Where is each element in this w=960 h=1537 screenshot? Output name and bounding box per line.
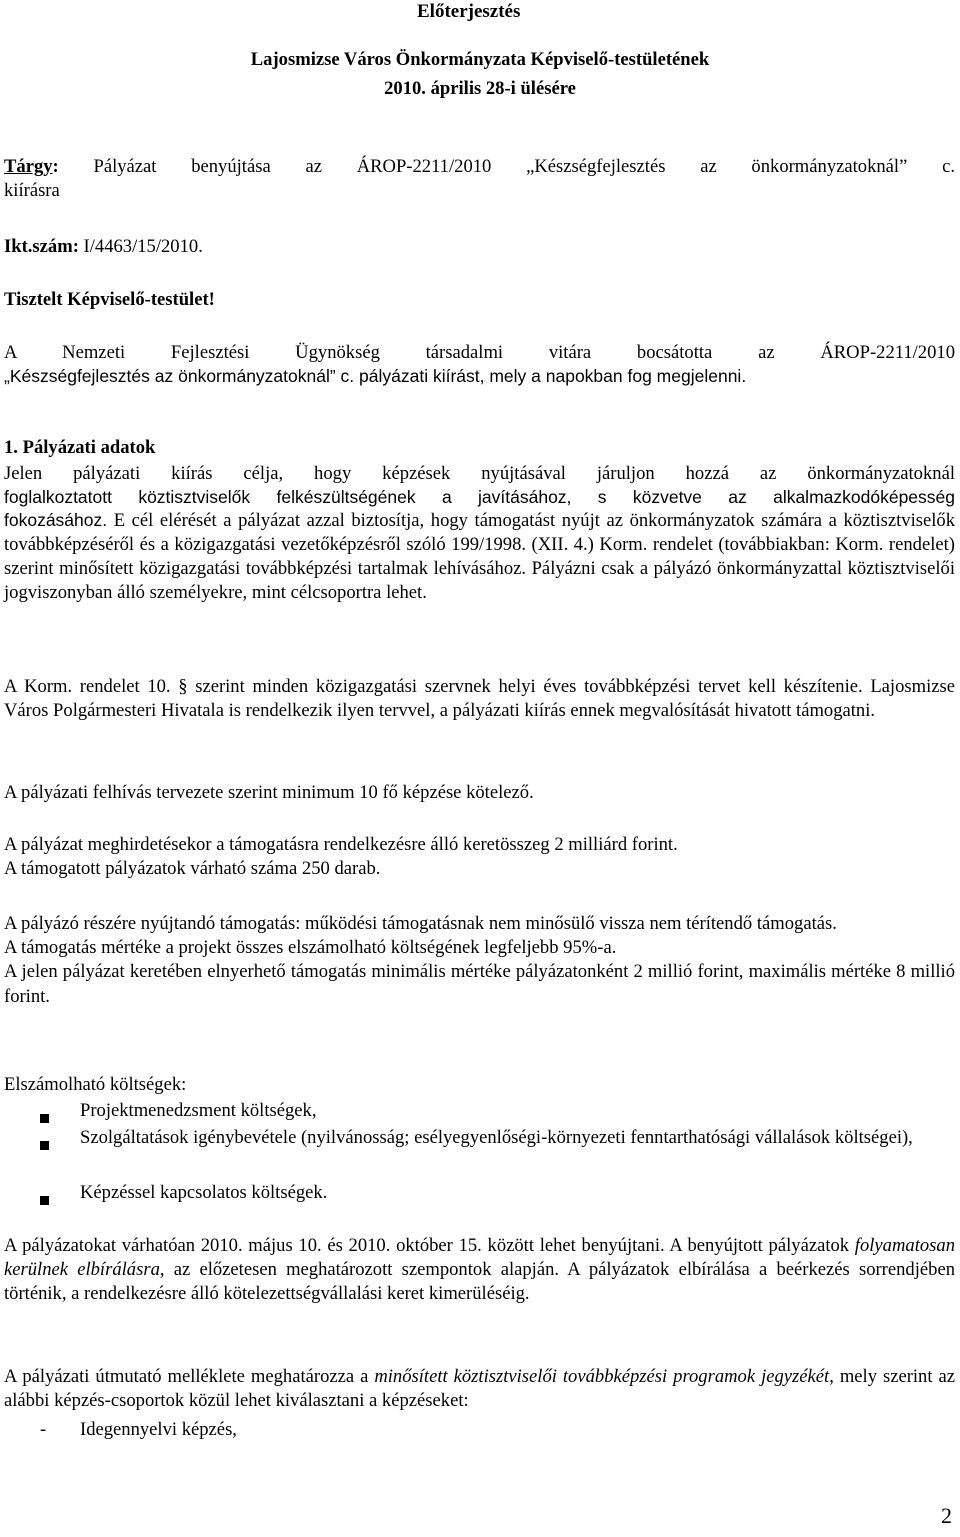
ikt-value: I/4463/15/2010. [78, 236, 203, 257]
section-paragraph-1 [4, 462, 955, 606]
intro-paragraph [4, 341, 955, 388]
section-paragraph-2: A Korm. rendelet 10. § szerint minden közigazgatási szervnek helyi éves továbbképzési tervet kell készítenie. Lajosmizse Város Polgármesteri Hivatala is rendelkezik ilyen tervvel, a pályázati kiírás ennek megvalósítását hivatott támogatni. [4, 676, 955, 722]
p6-italic: folyamatosan kerülnek elbírálásra [4, 1235, 955, 1281]
header-line-1: Lajosmizse Város Önkormányzata Képviselő-testületének [250, 49, 710, 70]
greeting: Tisztelt Képviselő-testület! [4, 289, 215, 310]
subject-colon: : [52, 156, 59, 177]
section-paragraph-7 [4, 1365, 955, 1413]
subject-text-1: Pályázat benyújtása az ÁROP-2211/2010 „Készségfejlesztés az önkormányzatoknál” c. [58, 156, 955, 177]
document-title: Előterjesztés [417, 1, 521, 22]
subject-block [4, 155, 955, 203]
square-bullet-icon [40, 1133, 49, 1157]
dash-item-text: Idegennyelvi képzés, [80, 1419, 237, 1440]
section-paragraph-6 [4, 1234, 955, 1307]
p5-line-3: A jelen pályázat keretében elnyerhető támogatás minimális mértéke pályázatonként 2 millió forint, maximális mértéke 8 millió forint. [4, 961, 955, 1007]
p1-line-2: foglalkoztatott köztisztviselők felkészültségének a javításához, s közvetve az alkalmazkodóképesség [4, 487, 955, 508]
p5-line-1: A pályázó részére nyújtandó támogatás: működési támogatásnak nem minősülő vissza nem térítendő támogatás. [4, 913, 837, 934]
dash-marker: - [40, 1419, 47, 1440]
page-number: 2 [941, 1503, 952, 1528]
cost-item-text: Szolgáltatások igénybevétele (nyilvánosság; esélyegyenlőségi-környezeti fenntarthatósági vállalások költségei), [80, 1127, 913, 1148]
intro-line-1: A Nemzeti Fejlesztési Ügynökség társadalmi vitára bocsátotta az ÁROP-2211/2010 [4, 342, 955, 363]
p5-line-2: A támogatás mértéke a projekt összes elszámolható költségének legfeljebb 95%-a. [4, 937, 617, 959]
subject-line-1 [4, 155, 955, 179]
section-paragraph-5 [4, 912, 955, 1009]
subject-line-2: kiírásra [4, 180, 60, 202]
costs-label: Elszámolható költségek: [4, 1074, 187, 1095]
p7-pre: A pályázati útmutató melléklete meghatározza a [4, 1366, 375, 1387]
p1-line-1: Jelen pályázati kiírás célja, hogy képzések nyújtásával járuljon hozzá az önkormányzatoknál [4, 463, 955, 484]
p1-line-3: fokozásához. [4, 509, 108, 530]
square-bullet-icon [40, 1106, 49, 1130]
p4-line-1: A pályázat meghirdetésekor a támogatásra rendelkezésre álló keretösszeg 2 milliárd forint. [4, 834, 678, 855]
section-paragraph-4 [4, 833, 955, 881]
square-bullet-icon [40, 1188, 49, 1212]
cost-item-text: Projektmenedzsment költségek, [80, 1100, 317, 1121]
p6-post: , az előzetesen meghatározott szempontok alapján. A pályázatok elbírálása a beérkezés sorrendjében történik, a rendelkezésre álló kötelezettségvállalási keret kimerüléséig. [4, 1259, 955, 1305]
header-line-2: 2010. április 28-i ülésére [384, 78, 576, 99]
section-heading: 1. Pályázati adatok [4, 437, 156, 458]
section-paragraph-3: A pályázati felhívás tervezete szerint minimum 10 fő képzése kötelező. [4, 782, 534, 803]
intro-line-2: „Készségfejlesztés az önkormányzatoknál” c. pályázati kiírást, mely a napokban fog megjelenni. [4, 366, 747, 387]
p6-pre: A pályázatokat várhatóan 2010. május 10. és 2010. október 15. között lehet benyújtani. A benyújtott pályázatok [4, 1235, 855, 1256]
cost-item-text: Képzéssel kapcsolatos költségek. [80, 1182, 328, 1203]
ikt-block [4, 235, 955, 259]
p7-italic: minősített köztisztviselői továbbképzési programok jegyzékét [374, 1366, 830, 1387]
p7-post: , mely szerint az alábbi képzés-csoportok közül lehet kiválasztani a képzéseket: [4, 1366, 955, 1412]
subject-label: Tárgy [4, 156, 53, 177]
p1-rest: E cél elérését a pályázat azzal biztosítja, hogy támogatást nyújt az önkormányzatok számára a köztisztviselők továbbképzéséről és a közigazgatási vezetőképzésről szóló 199/1998. (XII. 4.) Korm. rendelet (továbbiakban: Korm. rendelet) szerint minősített közigazgatási továbbképzési tartalmak lehívásához. Pályázni csak a pályázó önkormányzattal köztisztviselői jogviszonyban álló személyekre, mint célcsoportra lehet. [4, 509, 955, 604]
ikt-label: Ikt.szám: [4, 236, 79, 257]
p4-line-2: A támogatott pályázatok várható száma 250 darab. [4, 858, 381, 880]
